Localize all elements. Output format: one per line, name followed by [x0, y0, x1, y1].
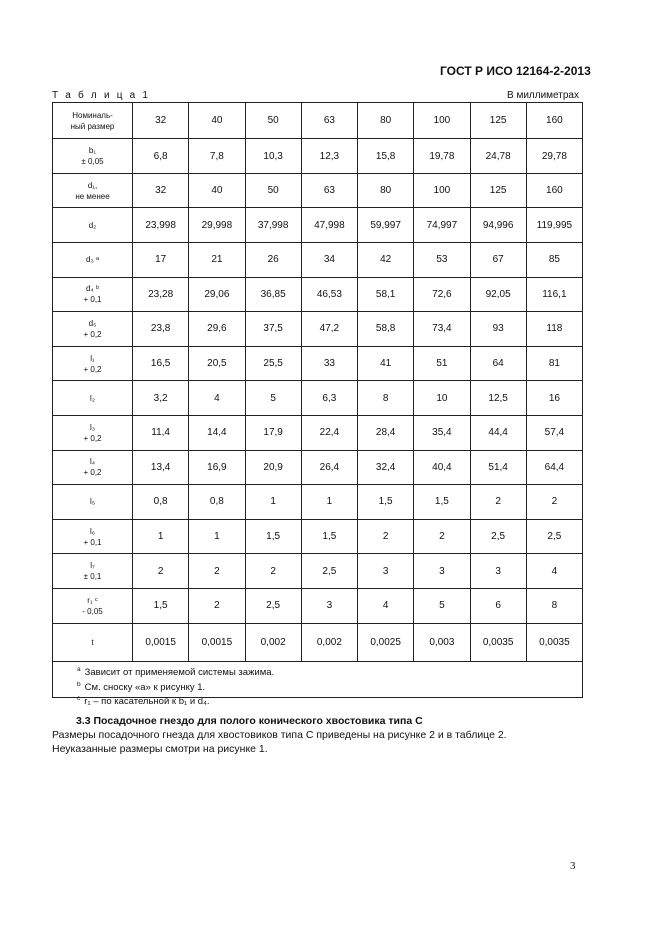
param-line: d₅ [88, 318, 97, 328]
value-cell: 1 [133, 519, 189, 554]
param-cell [53, 554, 133, 589]
param-cell [53, 450, 133, 485]
value-cell: 1,5 [245, 519, 301, 554]
param-cell [53, 346, 133, 381]
value-cell: 4 [189, 381, 245, 416]
value-cell: 47,998 [301, 208, 357, 243]
value-cell: 2,5 [301, 554, 357, 589]
value-cell: 51 [414, 346, 470, 381]
column-header-cell: 100 [414, 103, 470, 139]
value-cell: 4 [358, 588, 414, 623]
value-cell: 16,9 [189, 450, 245, 485]
value-cell: 0,002 [301, 623, 357, 661]
value-cell: 2 [189, 588, 245, 623]
param-header-cell [53, 103, 133, 139]
param-cell [53, 139, 133, 174]
table-caption: Т а б л и ц а 1 [52, 90, 151, 101]
param-line: d₃ ᵃ [86, 255, 99, 265]
column-header-cell: 160 [526, 103, 582, 139]
value-cell: 29,78 [526, 139, 582, 174]
value-cell: 3 [414, 554, 470, 589]
value-cell: 26 [245, 243, 301, 278]
table-row [53, 519, 583, 554]
value-cell: 22,4 [301, 415, 357, 450]
value-cell: 3 [470, 554, 526, 589]
table-row [53, 243, 583, 278]
table-row [53, 208, 583, 243]
value-cell: 72,6 [414, 277, 470, 312]
param-line: l₃ [89, 422, 96, 432]
section-heading: 3.3 Посадочное гнездо для полого конического хвостовика типа С [76, 715, 423, 727]
value-cell: 26,4 [301, 450, 357, 485]
value-cell: 3 [358, 554, 414, 589]
value-cell: 37,5 [245, 312, 301, 347]
table-row [53, 450, 583, 485]
param-line: l₅ [90, 497, 95, 507]
value-cell: 119,995 [526, 208, 582, 243]
value-cell: 0,8 [189, 485, 245, 520]
value-cell: 58,1 [358, 277, 414, 312]
param-header-line: Номиналь- [72, 110, 113, 120]
value-cell: 2 [189, 554, 245, 589]
value-cell: 6 [470, 588, 526, 623]
param-line: - 0,05 [82, 606, 103, 616]
page-number: 3 [570, 860, 576, 872]
value-cell: 2,5 [526, 519, 582, 554]
value-cell: 20,5 [189, 346, 245, 381]
param-line: t [91, 637, 94, 647]
param-line: b₁ [88, 146, 97, 156]
param-line: + 0,2 [83, 364, 102, 374]
value-cell: 94,996 [470, 208, 526, 243]
value-cell: 80 [358, 173, 414, 208]
value-cell: 23,8 [133, 312, 189, 347]
value-cell: 4 [526, 554, 582, 589]
param-line: ± 0,1 [83, 572, 102, 582]
value-cell: 63 [301, 173, 357, 208]
column-header-cell: 32 [133, 103, 189, 139]
value-cell: 85 [526, 243, 582, 278]
param-cell [53, 415, 133, 450]
value-cell: 1 [189, 519, 245, 554]
value-cell: 14,4 [189, 415, 245, 450]
value-cell: 23,998 [133, 208, 189, 243]
table-row [53, 588, 583, 623]
value-cell: 116,1 [526, 277, 582, 312]
value-cell: 2,5 [470, 519, 526, 554]
param-line: ± 0,05 [81, 157, 104, 167]
param-line: l₁ [90, 353, 95, 363]
param-line: l₄ [89, 457, 96, 467]
value-cell: 35,4 [414, 415, 470, 450]
value-cell: 24,78 [470, 139, 526, 174]
value-cell: 32,4 [358, 450, 414, 485]
param-line: d₁, [87, 180, 98, 190]
dimensions-table [52, 102, 583, 662]
value-cell: 23,28 [133, 277, 189, 312]
footnote-b: $^b$ См. сноску «a» к рисунку 1. [77, 680, 206, 693]
standard-designation: ГОСТ Р ИСО 12164-2-2013 [440, 64, 591, 78]
param-line: + 0,2 [83, 433, 102, 443]
value-cell: 81 [526, 346, 582, 381]
value-cell: 59,997 [358, 208, 414, 243]
table-row [53, 139, 583, 174]
value-cell: 93 [470, 312, 526, 347]
value-cell: 1,5 [133, 588, 189, 623]
value-cell: 2 [245, 554, 301, 589]
value-cell: 92,05 [470, 277, 526, 312]
value-cell: 5 [245, 381, 301, 416]
value-cell: 32 [133, 173, 189, 208]
param-line: + 0,1 [83, 537, 102, 547]
value-cell: 74,997 [414, 208, 470, 243]
value-cell: 64,4 [526, 450, 582, 485]
table-row [53, 277, 583, 312]
value-cell: 2 [133, 554, 189, 589]
column-header-cell: 50 [245, 103, 301, 139]
value-cell: 47,2 [301, 312, 357, 347]
value-cell: 17 [133, 243, 189, 278]
table-row [53, 554, 583, 589]
value-cell: 6,8 [133, 139, 189, 174]
param-cell [53, 208, 133, 243]
value-cell: 21 [189, 243, 245, 278]
value-cell: 11,4 [133, 415, 189, 450]
footnote-a: $^a$ Зависит от применяемой системы зажима. [77, 666, 275, 679]
param-cell [53, 173, 133, 208]
value-cell: 73,4 [414, 312, 470, 347]
value-cell: 1 [245, 485, 301, 520]
value-cell: 42 [358, 243, 414, 278]
value-cell: 46,53 [301, 277, 357, 312]
value-cell: 40,4 [414, 450, 470, 485]
value-cell: 29,06 [189, 277, 245, 312]
value-cell: 0,002 [245, 623, 301, 661]
column-header-cell: 80 [358, 103, 414, 139]
value-cell: 1,5 [414, 485, 470, 520]
value-cell: 6,3 [301, 381, 357, 416]
param-cell [53, 243, 133, 278]
table-row [53, 346, 583, 381]
param-line: l₆ [89, 526, 95, 536]
param-line: + 0,2 [83, 329, 102, 339]
table-header-row [53, 103, 583, 139]
param-cell [53, 519, 133, 554]
paragraph-2: Неуказанные размеры смотри на рисунке 1. [52, 743, 268, 755]
table-row [53, 312, 583, 347]
value-cell: 0,0035 [470, 623, 526, 661]
value-cell: 16,5 [133, 346, 189, 381]
value-cell: 3,2 [133, 381, 189, 416]
param-cell [53, 312, 133, 347]
value-cell: 44,4 [470, 415, 526, 450]
value-cell: 0,0025 [358, 623, 414, 661]
param-line: r₁ ᶜ [87, 595, 98, 605]
footnote-c: $^c$ r₁ – по касательной к b₁ и d₄. [77, 695, 210, 708]
value-cell: 1,5 [358, 485, 414, 520]
value-cell: 28,4 [358, 415, 414, 450]
value-cell: 2 [414, 519, 470, 554]
value-cell: 41 [358, 346, 414, 381]
param-line: + 0,2 [83, 468, 102, 478]
value-cell: 160 [526, 173, 582, 208]
value-cell: 10 [414, 381, 470, 416]
value-cell: 50 [245, 173, 301, 208]
value-cell: 2,5 [245, 588, 301, 623]
value-cell: 1 [301, 485, 357, 520]
value-cell: 0,0015 [189, 623, 245, 661]
value-cell: 16 [526, 381, 582, 416]
value-cell: 12,5 [470, 381, 526, 416]
value-cell: 118 [526, 312, 582, 347]
param-cell [53, 277, 133, 312]
value-cell: 29,6 [189, 312, 245, 347]
param-line: l₇ [90, 561, 95, 571]
value-cell: 19,78 [414, 139, 470, 174]
param-cell [53, 485, 133, 520]
param-header-line: ный размер [70, 121, 115, 131]
value-cell: 15,8 [358, 139, 414, 174]
value-cell: 64 [470, 346, 526, 381]
param-line: + 0,1 [83, 295, 102, 305]
value-cell: 2 [526, 485, 582, 520]
value-cell: 10,3 [245, 139, 301, 174]
param-line: d₂ [88, 220, 97, 230]
value-cell: 125 [470, 173, 526, 208]
value-cell: 13,4 [133, 450, 189, 485]
param-cell [53, 588, 133, 623]
value-cell: 1,5 [301, 519, 357, 554]
value-cell: 33 [301, 346, 357, 381]
value-cell: 67 [470, 243, 526, 278]
table-footnotes [52, 662, 583, 708]
column-header-cell: 40 [189, 103, 245, 139]
param-cell [53, 381, 133, 416]
value-cell: 2 [358, 519, 414, 554]
param-line: l₂ [90, 393, 95, 403]
value-cell: 29,998 [189, 208, 245, 243]
value-cell: 37,998 [245, 208, 301, 243]
value-cell: 8 [526, 588, 582, 623]
table-row [53, 415, 583, 450]
value-cell: 53 [414, 243, 470, 278]
table-row [53, 623, 583, 661]
column-header-cell: 125 [470, 103, 526, 139]
value-cell: 25,5 [245, 346, 301, 381]
value-cell: 100 [414, 173, 470, 208]
value-cell: 0,0035 [526, 623, 582, 661]
value-cell: 34 [301, 243, 357, 278]
table-row [53, 381, 583, 416]
value-cell: 0,8 [133, 485, 189, 520]
value-cell: 3 [301, 588, 357, 623]
value-cell: 57,4 [526, 415, 582, 450]
value-cell: 36,85 [245, 277, 301, 312]
table-units: В миллиметрах [507, 90, 579, 101]
value-cell: 0,003 [414, 623, 470, 661]
param-line: не менее [75, 191, 110, 201]
paragraph-1: Размеры посадочного гнезда для хвостовиков типа С приведены на рисунке 2 и в таблице 2. [52, 729, 507, 741]
table-row [53, 485, 583, 520]
column-header-cell: 63 [301, 103, 357, 139]
value-cell: 7,8 [189, 139, 245, 174]
value-cell: 8 [358, 381, 414, 416]
value-cell: 20,9 [245, 450, 301, 485]
param-cell [53, 623, 133, 661]
value-cell: 58,8 [358, 312, 414, 347]
param-line: d₄ ᵇ [86, 284, 99, 294]
value-cell: 0,0015 [133, 623, 189, 661]
value-cell: 40 [189, 173, 245, 208]
value-cell: 17,9 [245, 415, 301, 450]
value-cell: 12,3 [301, 139, 357, 174]
value-cell: 51,4 [470, 450, 526, 485]
table-row [53, 173, 583, 208]
value-cell: 2 [470, 485, 526, 520]
value-cell: 5 [414, 588, 470, 623]
